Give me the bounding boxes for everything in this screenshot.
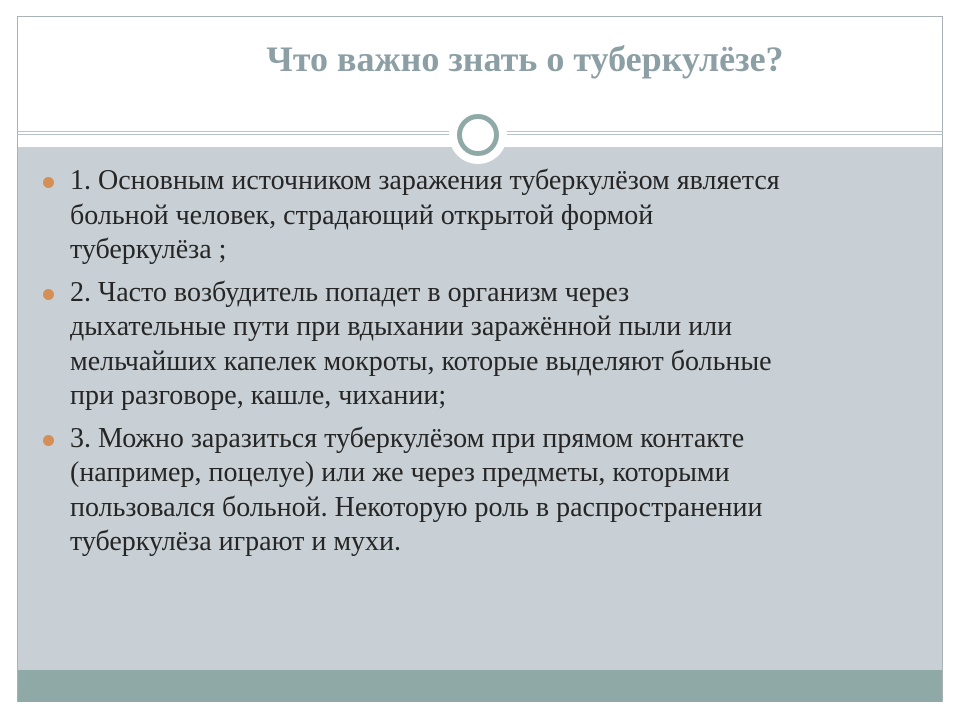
- bullet-line: 2. Часто возбудитель попадет в организм через: [70, 276, 630, 308]
- bullet-dot-icon: [43, 435, 54, 446]
- bullet-dot-icon: [43, 177, 54, 188]
- bullet-line: больной человек, страдающий открытой формой: [70, 199, 654, 231]
- bullet-line: мельчайших капелек мокроты, которые выделяют больные: [70, 345, 772, 377]
- bullet-list: [40, 164, 920, 568]
- bullet-line: пользовался больной. Некоторую роль в распространении: [70, 491, 763, 523]
- bullet-item-3: [40, 422, 920, 560]
- bullet-line: дыхательные пути при вдыхании заражённой пыли или: [70, 311, 733, 342]
- bullet-item-2: [40, 276, 920, 414]
- ring-ornament-icon: [449, 106, 507, 164]
- bullet-line: при разговоре, кашле, чихании;: [70, 380, 447, 411]
- bullet-line: 3. Можно заразиться туберкулёзом при прямом контакте: [70, 422, 745, 454]
- bullet-line: (например, поцелуе) или же через предметы, которыми: [70, 457, 730, 488]
- bullet-line: 1. Основным источником заражения туберкулёзом является: [70, 165, 780, 196]
- bullet-dot-icon: [43, 289, 54, 300]
- bullet-line: туберкулёза ;: [70, 234, 227, 265]
- bullet-item-1: [40, 164, 920, 268]
- footer-bar: [18, 670, 942, 702]
- bullet-line: туберкулёза играют и мухи.: [70, 526, 402, 557]
- slide-title: Что важно знать о туберкулёзе?: [266, 39, 784, 79]
